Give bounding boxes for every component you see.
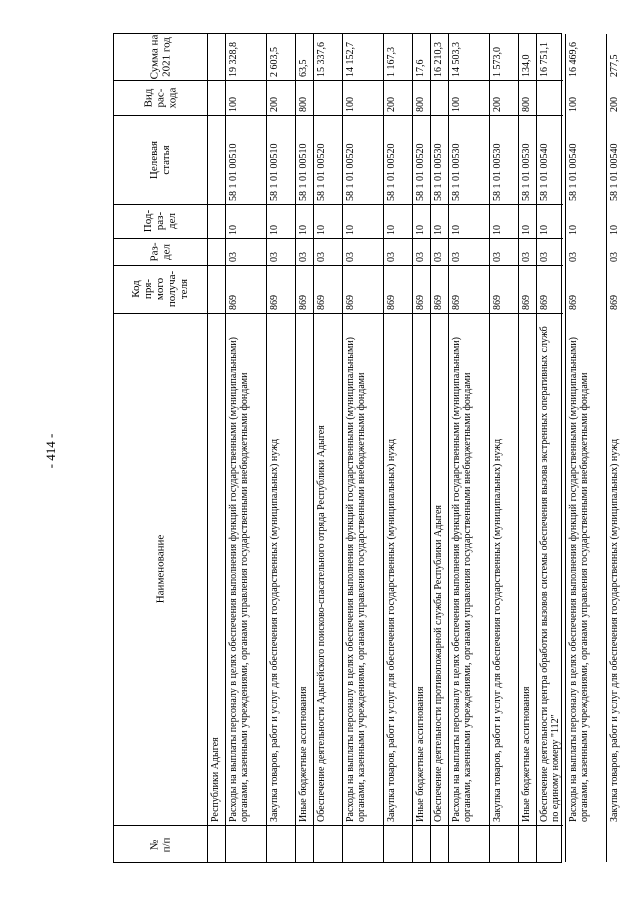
row-vr-cell [430, 80, 448, 115]
row-pr-cell [565, 204, 606, 238]
row-divider [342, 34, 343, 862]
row-cst-cell [518, 115, 536, 204]
row-pr: 10 [228, 225, 239, 235]
budget-table [113, 33, 620, 863]
row-cst: 58 1 01 00510 [269, 143, 280, 201]
row-rz-cell [313, 238, 342, 265]
row-pr: 10 [521, 225, 532, 235]
row-rz-cell [383, 238, 412, 265]
header-cst: Целевая статья [148, 140, 173, 179]
row-divider [266, 34, 267, 862]
row-cst-cell [412, 115, 430, 204]
row-grbs-cell [489, 265, 518, 313]
row-grbs: 869 [345, 295, 356, 310]
row-grbs-cell [342, 265, 383, 313]
column-divider [114, 204, 563, 205]
row-vr-cell [266, 80, 295, 115]
row-rz: 03 [298, 252, 309, 262]
row-rz: 03 [433, 252, 444, 262]
row-sum: 2 603,5 [269, 47, 280, 77]
row-rz: 03 [451, 252, 462, 262]
row-pr: 10 [316, 225, 327, 235]
row-grbs-cell [295, 265, 313, 313]
row-rz: 03 [415, 252, 426, 262]
row-cst-cell [606, 115, 635, 204]
row-grbs: 869 [228, 295, 239, 310]
row-pr-cell [536, 204, 565, 238]
row-sum-cell [313, 34, 342, 80]
row-divider [430, 34, 431, 862]
row-name-cell [207, 313, 225, 825]
row-grbs-cell [207, 265, 225, 313]
row-cst-cell [536, 115, 565, 204]
column-divider [114, 238, 563, 239]
row-pr: 10 [568, 225, 579, 235]
row-sum: 134,0 [521, 54, 532, 77]
row-vr: 800 [521, 97, 532, 112]
row-grbs: 869 [386, 295, 397, 310]
row-name: Закупка товаров, работ и услуг для обеспечения государственных (муниципальных) нужд [269, 438, 280, 822]
row-grbs-cell [518, 265, 536, 313]
row-rz: 03 [269, 252, 280, 262]
row-rz-cell [342, 238, 383, 265]
row-cst: 58 1 01 00510 [298, 143, 309, 201]
row-name: Закупка товаров, работ и услуг для обеспечения государственных (муниципальных) нужд [492, 438, 503, 822]
row-vr: 100 [228, 97, 239, 112]
row-pr-cell [383, 204, 412, 238]
header-grbs: Код пря- мого получа- теля [130, 270, 191, 308]
row-grbs-cell [266, 265, 295, 313]
row-vr: 200 [609, 97, 620, 112]
row-pr: 10 [415, 225, 426, 235]
row-sum-cell [342, 34, 383, 80]
row-pr: 10 [492, 225, 503, 235]
row-cst: 58 1 01 00530 [521, 143, 532, 201]
row-grbs-cell [448, 265, 489, 313]
row-rz-cell [448, 238, 489, 265]
column-divider [114, 115, 563, 116]
row-pr-cell [313, 204, 342, 238]
row-sum: 15 337,6 [316, 42, 327, 77]
row-name-cell [266, 313, 295, 825]
row-pr: 10 [269, 225, 280, 235]
row-divider [225, 34, 226, 862]
row-sum-cell [295, 34, 313, 80]
header-vr: Вид рас- хода [142, 87, 179, 108]
row-grbs: 869 [492, 295, 503, 310]
row-vr: 100 [345, 97, 356, 112]
row-name-cell [225, 313, 266, 825]
row-pr: 10 [451, 225, 462, 235]
row-cst: 58 1 01 00520 [345, 143, 356, 201]
row-sum-cell [383, 34, 412, 80]
row-name-cell [536, 313, 565, 825]
row-name: Расходы на выплаты персоналу в целях обеспечения выполнения функций государственными (муниципальными) органами, казенными учреждениями, органами управления государственными внебюджетными фондами [228, 336, 250, 822]
row-grbs: 869 [433, 295, 444, 310]
row-sum: 63,5 [298, 59, 309, 77]
row-rz-cell [412, 238, 430, 265]
row-vr-cell [489, 80, 518, 115]
row-grbs: 869 [415, 295, 426, 310]
row-rz-cell [207, 238, 225, 265]
row-cst-cell [207, 115, 225, 204]
row-sum-cell [518, 34, 536, 80]
row-name-cell [430, 313, 448, 825]
row-name: Обеспечение деятельности Адыгейского поисково-спасательного отряда Республики Адыгея [316, 425, 327, 822]
row-cst: 58 1 01 00530 [451, 143, 462, 201]
row-sum-cell [536, 34, 565, 80]
row-divider [383, 34, 384, 862]
row-rz-cell [225, 238, 266, 265]
row-divider [565, 34, 566, 862]
row-name-cell [606, 313, 635, 825]
row-rz: 03 [345, 252, 356, 262]
row-pr-cell [225, 204, 266, 238]
row-rz-cell [489, 238, 518, 265]
row-grbs: 869 [269, 295, 280, 310]
header-razdel: Раз- дел [148, 241, 173, 262]
row-name: Закупка товаров, работ и услуг для обеспечения государственных (муниципальных) нужд [386, 438, 397, 822]
row-pr-cell [412, 204, 430, 238]
row-rz-cell [606, 238, 635, 265]
row-divider [606, 34, 607, 862]
row-sum-cell [207, 34, 225, 80]
row-name-cell [412, 313, 430, 825]
row-rz: 03 [539, 252, 550, 262]
header-name: Наименование [154, 534, 167, 604]
row-vr-cell [342, 80, 383, 115]
row-grbs-cell [313, 265, 342, 313]
row-rz: 03 [386, 252, 397, 262]
row-sum-cell [448, 34, 489, 80]
row-vr-cell [313, 80, 342, 115]
row-vr-cell [207, 80, 225, 115]
row-cst: 58 1 01 00530 [433, 143, 444, 201]
row-sum-cell [565, 34, 606, 80]
row-name: Республики Адыгея [210, 737, 221, 822]
row-cst-cell [342, 115, 383, 204]
row-vr-cell [536, 80, 565, 115]
row-sum: 19 328,8 [228, 42, 239, 77]
row-vr-cell [606, 80, 635, 115]
row-cst: 58 1 01 00520 [316, 143, 327, 201]
row-rz-cell [518, 238, 536, 265]
row-name: Иные бюджетные ассигнования [521, 686, 532, 822]
row-rz-cell [536, 238, 565, 265]
row-rz-cell [266, 238, 295, 265]
row-vr: 100 [568, 97, 579, 112]
row-vr: 800 [415, 97, 426, 112]
row-cst-cell [295, 115, 313, 204]
row-divider [412, 34, 413, 862]
row-cst: 58 1 01 00520 [386, 143, 397, 201]
row-grbs: 869 [568, 295, 579, 310]
row-grbs: 869 [298, 295, 309, 310]
row-cst-cell [489, 115, 518, 204]
header-podrazdel: Под- раз- дел [142, 209, 179, 233]
row-sum: 16 210,3 [433, 42, 444, 77]
column-divider [114, 265, 563, 266]
row-cst: 58 1 01 00540 [568, 143, 579, 201]
row-name: Иные бюджетные ассигнования [298, 686, 309, 822]
row-name-cell [342, 313, 383, 825]
row-sum: 14 152,7 [345, 42, 356, 77]
row-cst: 58 1 01 00530 [492, 143, 503, 201]
row-name: Закупка товаров, работ и услуг для обеспечения государственных (муниципальных) нужд [609, 438, 620, 822]
row-sum-cell [606, 34, 635, 80]
row-cst: 58 1 01 00520 [415, 143, 426, 201]
row-cst-cell [266, 115, 295, 204]
row-pr-cell [518, 204, 536, 238]
row-rz: 03 [568, 252, 579, 262]
row-grbs-cell [536, 265, 565, 313]
row-name-cell [489, 313, 518, 825]
row-pr-cell [295, 204, 313, 238]
row-name: Обеспечение деятельности центра обработки вызовов системы обеспечения вызова экстренных оперативных служб по единому номеру "112" [539, 326, 561, 822]
row-cst: 58 1 01 00510 [228, 143, 239, 201]
row-rz-cell [295, 238, 313, 265]
row-vr: 200 [386, 97, 397, 112]
row-divider [536, 34, 537, 862]
row-grbs-cell [430, 265, 448, 313]
row-pr-cell [430, 204, 448, 238]
row-name: Расходы на выплаты персоналу в целях обеспечения выполнения функций государственными (муниципальными) органами, казенными учреждениями, органами управления государственными внебюджетными фондами [451, 336, 473, 822]
row-sum: 14 503,3 [451, 42, 462, 77]
row-grbs-cell [383, 265, 412, 313]
row-vr-cell [518, 80, 536, 115]
row-vr: 200 [269, 97, 280, 112]
row-name: Иные бюджетные ассигнования [415, 686, 426, 822]
row-sum: 16 751,1 [539, 42, 550, 77]
row-divider [448, 34, 449, 862]
row-grbs: 869 [316, 295, 327, 310]
row-vr: 800 [298, 97, 309, 112]
row-grbs-cell [412, 265, 430, 313]
row-pr: 10 [345, 225, 356, 235]
row-cst-cell [565, 115, 606, 204]
row-sum-cell [489, 34, 518, 80]
row-sum-cell [225, 34, 266, 80]
row-cst-cell [225, 115, 266, 204]
row-vr-cell [383, 80, 412, 115]
row-divider [295, 34, 296, 862]
row-vr: 100 [451, 97, 462, 112]
row-sum-cell [430, 34, 448, 80]
row-name-cell [383, 313, 412, 825]
row-vr-cell [412, 80, 430, 115]
row-grbs-cell [606, 265, 635, 313]
row-sum-cell [412, 34, 430, 80]
row-pr: 10 [539, 225, 550, 235]
row-pr-cell [448, 204, 489, 238]
row-rz: 03 [609, 252, 620, 262]
row-sum: 16 469,6 [568, 42, 579, 77]
row-vr-cell [225, 80, 266, 115]
row-vr-cell [448, 80, 489, 115]
row-name-cell [448, 313, 489, 825]
row-vr: 200 [492, 97, 503, 112]
row-grbs: 869 [451, 295, 462, 310]
row-name-cell [313, 313, 342, 825]
header-num: № п/п [148, 837, 173, 852]
row-rz-cell [430, 238, 448, 265]
row-rz: 03 [228, 252, 239, 262]
row-pr-cell [606, 204, 635, 238]
row-name: Обеспечение деятельности противопожарной службы Республики Адыгея [433, 504, 444, 822]
row-sum: 1 167,3 [386, 47, 397, 77]
row-sum: 17,6 [415, 59, 426, 77]
row-cst-cell [448, 115, 489, 204]
row-cst: 58 1 01 00540 [609, 143, 620, 201]
row-cst-cell [313, 115, 342, 204]
row-vr-cell [295, 80, 313, 115]
column-divider [114, 313, 563, 314]
row-sum: 1 573,0 [492, 47, 503, 77]
row-rz: 03 [521, 252, 532, 262]
row-pr-cell [342, 204, 383, 238]
row-vr-cell [565, 80, 606, 115]
row-pr: 10 [298, 225, 309, 235]
row-name-cell [295, 313, 313, 825]
row-pr-cell [207, 204, 225, 238]
row-divider [489, 34, 490, 862]
column-divider [114, 825, 563, 826]
row-sum: 277,5 [609, 54, 620, 77]
row-pr: 10 [609, 225, 620, 235]
row-rz: 03 [316, 252, 327, 262]
row-rz-cell [565, 238, 606, 265]
row-name: Расходы на выплаты персоналу в целях обеспечения выполнения функций государственными (муниципальными) органами, казенными учреждениями, органами управления государственными внебюджетными фондами [568, 336, 590, 822]
row-pr-cell [266, 204, 295, 238]
row-name-cell [518, 313, 536, 825]
header-sum: Сумма на 2021 год [148, 34, 173, 80]
row-grbs-cell [225, 265, 266, 313]
row-cst-cell [383, 115, 412, 204]
row-grbs: 869 [609, 295, 620, 310]
page-number: - 414 - [43, 433, 58, 469]
row-divider [313, 34, 314, 862]
row-grbs: 869 [521, 295, 532, 310]
row-name: Расходы на выплаты персоналу в целях обеспечения выполнения функций государственными (муниципальными) органами, казенными учреждениями, органами управления государственными внебюджетными фондами [345, 336, 367, 822]
row-cst: 58 1 01 00540 [539, 143, 550, 201]
row-name-cell [565, 313, 606, 825]
row-cst-cell [430, 115, 448, 204]
row-pr-cell [489, 204, 518, 238]
row-pr: 10 [386, 225, 397, 235]
row-rz: 03 [492, 252, 503, 262]
row-divider [518, 34, 519, 862]
row-grbs-cell [565, 265, 606, 313]
row-sum-cell [266, 34, 295, 80]
row-grbs: 869 [539, 295, 550, 310]
column-divider [114, 80, 563, 81]
row-pr: 10 [433, 225, 444, 235]
